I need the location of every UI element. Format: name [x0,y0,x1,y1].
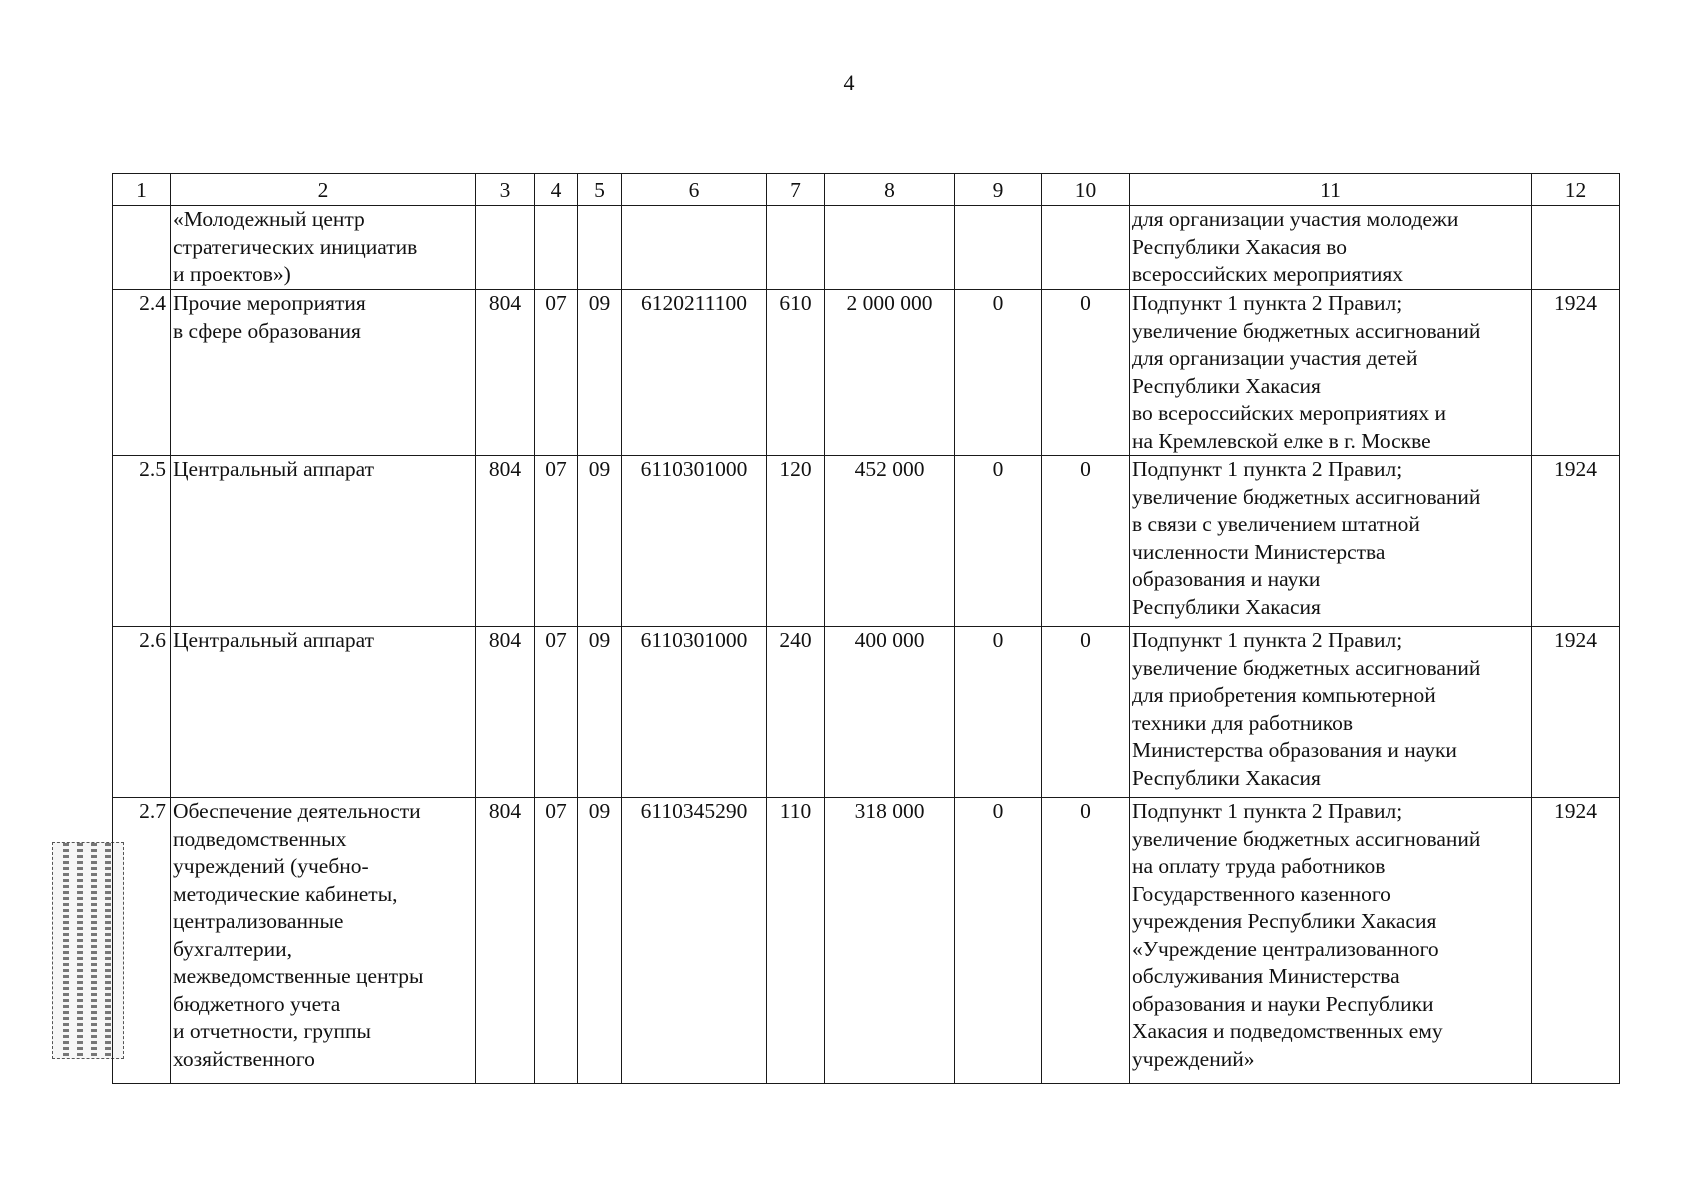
budget-table [112,173,1620,1084]
code-cell: 1924 [1532,627,1620,798]
amount-cell: 318 000 [825,798,955,1084]
target-article-cell: 6110301000 [622,456,767,627]
item-name-cell: Центральный аппарат [171,627,476,798]
item-name-cell: Центральный аппарат [171,456,476,627]
amount-cell: 0 [1042,798,1130,1084]
ministry-code-cell: 804 [476,456,535,627]
column-header: 2 [171,174,476,206]
column-header: 9 [955,174,1042,206]
subsection-code-cell: 09 [578,456,622,627]
ministry-code-cell: 804 [476,290,535,456]
table-row [113,627,1620,798]
column-header: 1 [113,174,171,206]
section-code-cell: 07 [535,290,578,456]
table-row [113,290,1620,456]
expense-type-cell [767,206,825,290]
amount-cell: 452 000 [825,456,955,627]
justification-cell: Подпункт 1 пункта 2 Правил; увеличение бюджетных ассигнований для приобретения компьютерной техники для работников Министерства образования и науки Республики Хакасия [1130,627,1532,798]
target-article-cell: 6110345290 [622,798,767,1084]
row-number-cell: 2.6 [113,627,171,798]
section-code-cell: 07 [535,798,578,1084]
expense-type-cell: 610 [767,290,825,456]
column-header: 4 [535,174,578,206]
column-header: 8 [825,174,955,206]
column-header: 5 [578,174,622,206]
amount-cell [825,206,955,290]
subsection-code-cell [578,206,622,290]
amount-cell: 2 000 000 [825,290,955,456]
column-header: 11 [1130,174,1532,206]
expense-type-cell: 110 [767,798,825,1084]
ministry-code-cell [476,206,535,290]
amount-cell [1042,206,1130,290]
justification-cell: Подпункт 1 пункта 2 Правил; увеличение бюджетных ассигнований для организации участия детей Республики Хакасия во всероссийских мероприятиях и на Кремлевской елке в г. Москве [1130,290,1532,456]
justification-cell: Подпункт 1 пункта 2 Правил; увеличение бюджетных ассигнований на оплату труда работников Государственного казенного учреждения Республики Хакасия «Учреждение централизованного обслуживания Министерства образования и науки Республики Хакасия и подведомственных ему учреждений» [1130,798,1532,1084]
table-row [113,456,1620,627]
expense-type-cell: 240 [767,627,825,798]
subsection-code-cell: 09 [578,627,622,798]
expense-type-cell: 120 [767,456,825,627]
column-header: 6 [622,174,767,206]
amount-cell [955,206,1042,290]
amount-cell: 0 [1042,290,1130,456]
amount-cell: 0 [1042,627,1130,798]
justification-cell: Подпункт 1 пункта 2 Правил; увеличение бюджетных ассигнований в связи с увеличением штатной численности Министерства образования и науки Республики Хакасия [1130,456,1532,627]
table-row [113,206,1620,290]
column-header: 12 [1532,174,1620,206]
item-name-cell: Прочие мероприятия в сфере образования [171,290,476,456]
item-name-cell: Обеспечение деятельности подведомственных учреждений (учебно- методические кабинеты, централизованные бухгалтерии, межведомственные центры бюджетного учета и отчетности, группы хозяйственного [171,798,476,1084]
target-article-cell [622,206,767,290]
row-number-cell: 2.7 [113,798,171,1084]
subsection-code-cell: 09 [578,290,622,456]
ministry-code-cell: 804 [476,798,535,1084]
target-article-cell: 6120211100 [622,290,767,456]
amount-cell: 0 [955,798,1042,1084]
header-row [113,174,1620,206]
section-code-cell: 07 [535,627,578,798]
item-name-cell: «Молодежный центр стратегических инициатив и проектов») [171,206,476,290]
page-number: 4 [843,70,855,95]
row-number-cell: 2.5 [113,456,171,627]
table-row [113,798,1620,1084]
section-code-cell [535,206,578,290]
code-cell: 1924 [1532,798,1620,1084]
row-number-cell [113,206,171,290]
column-header: 3 [476,174,535,206]
code-cell: 1924 [1532,456,1620,627]
code-cell [1532,206,1620,290]
column-header: 7 [767,174,825,206]
column-header: 10 [1042,174,1130,206]
target-article-cell: 6110301000 [622,627,767,798]
code-cell: 1924 [1532,290,1620,456]
row-number-cell: 2.4 [113,290,171,456]
subsection-code-cell: 09 [578,798,622,1084]
amount-cell: 0 [955,290,1042,456]
amount-cell: 0 [955,456,1042,627]
amount-cell: 0 [955,627,1042,798]
justification-cell: для организации участия молодежи Республики Хакасия во всероссийских мероприятиях [1130,206,1532,290]
amount-cell: 0 [1042,456,1130,627]
section-code-cell: 07 [535,456,578,627]
ministry-code-cell: 804 [476,627,535,798]
amount-cell: 400 000 [825,627,955,798]
